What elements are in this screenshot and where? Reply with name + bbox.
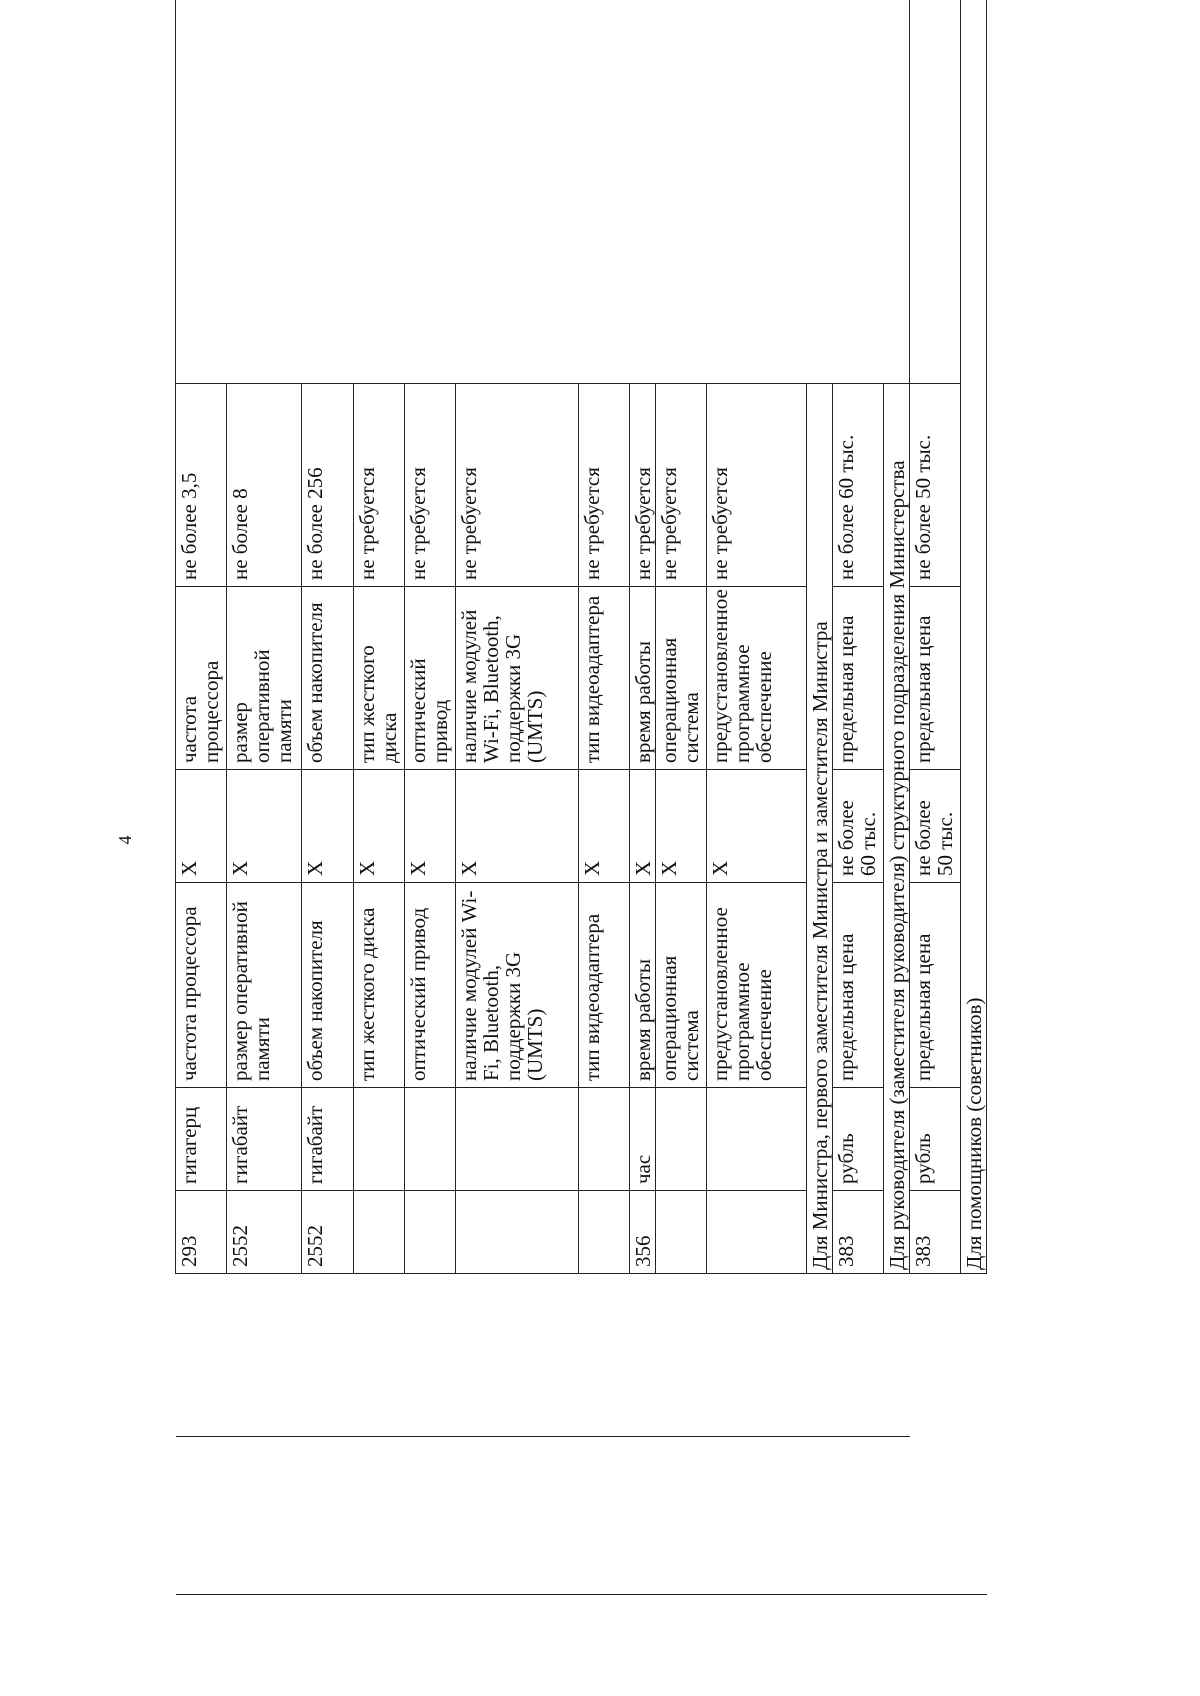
- value-cell: не требуется: [456, 384, 579, 587]
- blank-cell: [961, 1274, 987, 1595]
- unit-cell: [579, 1088, 630, 1191]
- name2-cell: оптический привод: [405, 587, 456, 770]
- name-cell: время работы: [630, 883, 656, 1088]
- blank-cell: [176, 1274, 910, 1437]
- x-cell: X: [176, 770, 227, 883]
- x-cell: X: [354, 770, 405, 883]
- unit-cell: [656, 1088, 707, 1191]
- unit-cell: [456, 1088, 579, 1191]
- value-cell: не требуется: [354, 384, 405, 587]
- code-cell: [579, 1191, 630, 1274]
- name-cell: наличие модулей Wi-Fi, Bluetooth, поддержки 3G (UMTS): [456, 883, 579, 1088]
- name-cell: предельная цена: [910, 883, 961, 1088]
- x-cell: X: [630, 770, 656, 883]
- value-cell: не требуется: [405, 384, 456, 587]
- unit-cell: [707, 1088, 807, 1191]
- name2-cell: предельная цена: [910, 587, 961, 770]
- name-cell: размер оперативной памяти: [227, 883, 302, 1088]
- x-cell: X: [579, 770, 630, 883]
- code-cell: 383: [910, 1191, 961, 1274]
- name2-cell: предустановленное программное обеспечение: [707, 587, 807, 770]
- x-cell: X: [227, 770, 302, 883]
- blank-cell: [910, 1274, 961, 1595]
- page-number: 4: [115, 835, 135, 845]
- value-cell: не более 50 тыс.: [910, 384, 961, 587]
- blank-cell: [176, 1437, 910, 1595]
- blank-cell: [176, 0, 910, 384]
- limit-cell: не более 50 тыс.: [910, 770, 961, 883]
- name-cell: предельная цена: [833, 883, 884, 1088]
- code-cell: [656, 1191, 707, 1274]
- blank-cell: [910, 0, 961, 384]
- value-cell: не требуется: [579, 384, 630, 587]
- unit-cell: рубль: [910, 1088, 961, 1191]
- code-cell: 356: [630, 1191, 656, 1274]
- value-cell: не более 3,5: [176, 384, 227, 587]
- table-row: [176, 0, 227, 1595]
- rotated-table-sheet: [175, 115, 1060, 1595]
- section-title: Для помощников (советников): [961, 0, 987, 1274]
- x-cell: X: [707, 770, 807, 883]
- name2-cell: предельная цена: [833, 587, 884, 770]
- value-cell: не более 256: [302, 384, 354, 587]
- name2-cell: размер оперативной памяти: [227, 587, 302, 770]
- code-cell: [405, 1191, 456, 1274]
- value-cell: не более 8: [227, 384, 302, 587]
- code-cell: [707, 1191, 807, 1274]
- code-cell: [354, 1191, 405, 1274]
- unit-cell: гигабайт: [227, 1088, 302, 1191]
- name2-cell: операционная система: [656, 587, 707, 770]
- limit-cell: не более 60 тыс.: [833, 770, 884, 883]
- code-cell: 2552: [302, 1191, 354, 1274]
- name-cell: оптический привод: [405, 883, 456, 1088]
- section-title: Для руководителя (заместителя руководителя) структурного подразделения Министерства: [884, 384, 910, 1274]
- name2-cell: объем накопителя: [302, 587, 354, 770]
- name-cell: частота процессора: [176, 883, 227, 1088]
- unit-cell: [405, 1088, 456, 1191]
- unit-cell: час: [630, 1088, 656, 1191]
- name2-cell: тип жесткого диска: [354, 587, 405, 770]
- value-cell: не требуется: [707, 384, 807, 587]
- name-cell: предустановленное программное обеспечение: [707, 883, 807, 1088]
- section-title: Для Министра, первого заместителя Министра и заместителя Министра: [807, 384, 833, 1274]
- code-cell: 383: [833, 1191, 884, 1274]
- x-cell: X: [656, 770, 707, 883]
- name2-cell: наличие модулей Wi-Fi, Bluetooth, поддержки 3G (UMTS): [456, 587, 579, 770]
- name2-cell: время работы: [630, 587, 656, 770]
- name-cell: тип жесткого диска: [354, 883, 405, 1088]
- name-cell: объем накопителя: [302, 883, 354, 1088]
- x-cell: X: [456, 770, 579, 883]
- value-cell: не требуется: [656, 384, 707, 587]
- name2-cell: частота процессора: [176, 587, 227, 770]
- x-cell: X: [302, 770, 354, 883]
- unit-cell: рубль: [833, 1088, 884, 1191]
- code-cell: 293: [176, 1191, 227, 1274]
- unit-cell: [354, 1088, 405, 1191]
- name2-cell: тип видеоадаптера: [579, 587, 630, 770]
- name-cell: тип видеоадаптера: [579, 883, 630, 1088]
- table-row: [910, 0, 961, 1595]
- specification-table: [175, 0, 987, 1595]
- code-cell: [456, 1191, 579, 1274]
- value-cell: не более 60 тыс.: [833, 384, 884, 587]
- section-header-row: [961, 0, 987, 1595]
- unit-cell: гигагерц: [176, 1088, 227, 1191]
- value-cell: не требуется: [630, 384, 656, 587]
- name-cell: операционная система: [656, 883, 707, 1088]
- unit-cell: гигабайт: [302, 1088, 354, 1191]
- x-cell: X: [405, 770, 456, 883]
- code-cell: 2552: [227, 1191, 302, 1274]
